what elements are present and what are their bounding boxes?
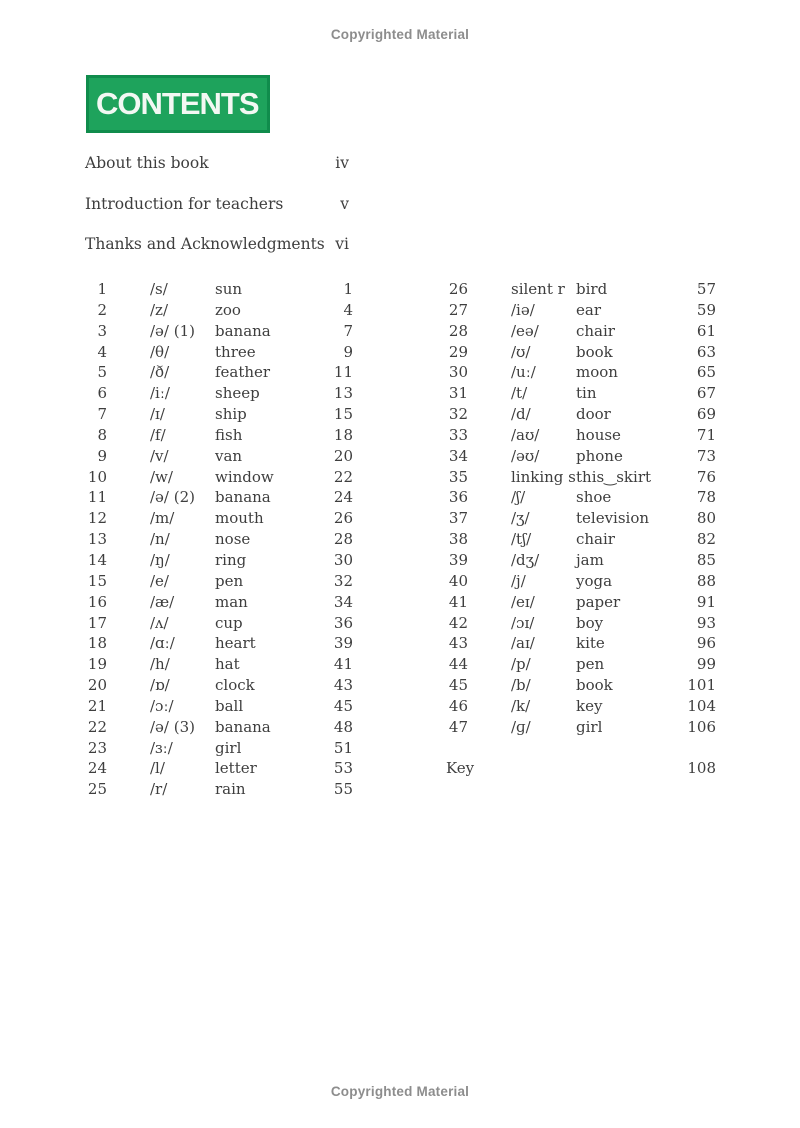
page-number: 104	[687, 696, 716, 715]
contents-row	[446, 529, 716, 550]
phoneme-symbol: /ə/ (3)	[150, 717, 195, 736]
example-word: banana	[215, 717, 271, 736]
contents-row	[85, 300, 353, 321]
phoneme-symbol: /əʊ/	[511, 446, 540, 465]
contents-row	[85, 633, 353, 654]
example-word: hat	[215, 655, 240, 674]
page-number: 26	[333, 509, 353, 528]
key-label: Key	[446, 759, 475, 778]
phoneme-symbol: /e/	[150, 571, 169, 590]
page-number: 96	[696, 634, 716, 653]
example-word: banana	[215, 321, 271, 340]
example-word: man	[215, 592, 248, 611]
phoneme-symbol: /v/	[150, 446, 169, 465]
unit-number: 26	[448, 280, 468, 298]
page-number: 32	[333, 571, 353, 590]
example-word: pen	[215, 571, 244, 590]
page-number: 11	[333, 363, 353, 382]
example-word: yoga	[576, 571, 613, 590]
phoneme-symbol: /dʒ/	[511, 550, 540, 569]
unit-number: 15	[87, 571, 107, 590]
contents-row	[446, 383, 716, 404]
front-matter-row	[85, 234, 353, 254]
page-number: 4	[343, 300, 353, 319]
unit-number: 18	[87, 634, 107, 653]
phoneme-symbol: /w/	[150, 467, 173, 486]
phoneme-symbol: /f/	[150, 425, 166, 444]
contents-row	[85, 717, 353, 738]
phoneme-symbol: /ɒ/	[150, 676, 170, 695]
page-number: 76	[696, 467, 716, 486]
contents-row	[85, 383, 353, 404]
contents-row	[446, 613, 716, 634]
example-word: this‿skirt	[576, 467, 652, 486]
page-number: 51	[333, 738, 353, 757]
example-word: ear	[576, 300, 601, 319]
phoneme-symbol: /m/	[150, 509, 175, 528]
page-number: 9	[343, 342, 353, 361]
phoneme-symbol: /uː/	[511, 363, 536, 382]
front-matter-label: About this book	[85, 154, 209, 172]
phoneme-symbol: /r/	[150, 780, 168, 799]
contents-row	[446, 321, 716, 342]
page-number: 13	[333, 384, 353, 403]
example-word: letter	[215, 759, 257, 778]
phoneme-symbol: /s/	[150, 280, 168, 298]
example-word: van	[215, 446, 243, 465]
phoneme-symbol: /ɔː/	[150, 696, 174, 715]
unit-number: 35	[448, 467, 468, 486]
contents-row	[85, 487, 353, 508]
page-number: 43	[333, 676, 353, 695]
key-page-number: 108	[687, 759, 716, 778]
phoneme-symbol: /ə/ (1)	[150, 321, 195, 340]
contents-row	[85, 425, 353, 446]
page-number: 93	[696, 613, 716, 632]
page-number: 34	[333, 592, 353, 611]
contents-row	[446, 654, 716, 675]
page-number: 18	[333, 425, 353, 444]
contents-row	[446, 362, 716, 383]
phoneme-symbol: /ɡ/	[511, 717, 531, 736]
unit-number: 44	[448, 655, 468, 674]
unit-number: 5	[97, 363, 107, 382]
contents-row	[446, 467, 716, 488]
example-word: jam	[576, 550, 604, 569]
page-number: 73	[696, 446, 716, 465]
example-word: fish	[215, 425, 243, 444]
unit-number: 2	[97, 300, 107, 319]
example-word: boy	[576, 613, 604, 632]
phoneme-symbol: /iə/	[511, 300, 535, 319]
page-number: 55	[333, 780, 353, 799]
phoneme-symbol: /z/	[150, 300, 169, 319]
unit-number: 14	[87, 550, 107, 569]
example-word: book	[576, 676, 613, 695]
phoneme-symbol: /aɪ/	[511, 634, 535, 653]
unit-number: 7	[97, 405, 107, 424]
page-number: 101	[687, 676, 716, 695]
example-word: pen	[576, 655, 605, 674]
page-number: 41	[333, 655, 353, 674]
example-word: window	[215, 467, 274, 486]
contents-row	[85, 321, 353, 342]
unit-number: 21	[87, 696, 107, 715]
unit-number: 1	[97, 280, 107, 298]
contents-row	[85, 779, 353, 800]
unit-number: 13	[87, 530, 107, 549]
example-word: door	[576, 405, 611, 424]
example-word: tin	[576, 384, 597, 403]
page-number: 20	[333, 446, 353, 465]
page-number: 82	[696, 530, 716, 549]
contents-row	[446, 696, 716, 717]
unit-number: 9	[97, 446, 107, 465]
key-row	[446, 758, 716, 779]
unit-number: 23	[87, 738, 107, 757]
contents-row	[85, 738, 353, 759]
page-number: 39	[333, 634, 353, 653]
contents-row	[85, 592, 353, 613]
contents-row	[446, 279, 716, 300]
phoneme-symbol: /iː/	[150, 384, 170, 403]
example-word: nose	[215, 530, 251, 549]
contents-row	[85, 675, 353, 696]
phoneme-symbol: /ʊ/	[511, 342, 531, 361]
example-word: key	[576, 696, 603, 715]
contents-row	[85, 696, 353, 717]
page-number: 85	[696, 550, 716, 569]
unit-number: 45	[448, 676, 468, 695]
page-number: 36	[333, 613, 353, 632]
example-word: television	[576, 509, 650, 528]
unit-number: 22	[87, 717, 107, 736]
phoneme-symbol: /ʌ/	[150, 613, 169, 632]
contents-row	[85, 342, 353, 363]
contents-row	[446, 717, 716, 738]
phoneme-symbol: /t/	[511, 384, 528, 403]
unit-number: 34	[448, 446, 468, 465]
page-number: 67	[696, 384, 716, 403]
phoneme-symbol: /eɪ/	[511, 592, 535, 611]
unit-number: 31	[448, 384, 468, 403]
page-number: 61	[696, 321, 716, 340]
phoneme-symbol: /h/	[150, 655, 170, 674]
example-word: moon	[576, 363, 618, 382]
contents-banner	[86, 75, 270, 133]
page-number: 48	[333, 717, 353, 736]
contents-row	[446, 571, 716, 592]
example-word: ship	[215, 405, 247, 424]
unit-number: 30	[448, 363, 468, 382]
example-word: house	[576, 425, 621, 444]
phoneme-symbol: /ð/	[150, 363, 170, 382]
unit-number: 19	[87, 655, 107, 674]
front-matter-list	[85, 153, 353, 275]
contents-row	[85, 550, 353, 571]
example-word: girl	[215, 738, 242, 757]
example-word: paper	[576, 592, 621, 611]
page-number: 63	[696, 342, 716, 361]
example-word: book	[576, 342, 613, 361]
copyright-notice-top: Copyrighted Material	[330, 27, 470, 42]
example-word: heart	[215, 634, 256, 653]
front-matter-row	[85, 153, 353, 173]
unit-number: 39	[448, 550, 468, 569]
example-word: bird	[576, 280, 608, 298]
phoneme-symbol: /ɜː/	[150, 738, 173, 757]
unit-number: 28	[448, 321, 468, 340]
page-number: 30	[333, 550, 353, 569]
example-word: kite	[576, 634, 605, 653]
front-matter-row	[85, 194, 353, 214]
example-word: cup	[215, 613, 243, 632]
front-matter-page-number: v	[340, 194, 349, 213]
phoneme-symbol: /j/	[511, 571, 526, 590]
unit-number: 38	[448, 530, 468, 549]
phoneme-symbol: /θ/	[150, 342, 170, 361]
phoneme-symbol: silent r	[511, 280, 565, 298]
page-number: 69	[696, 405, 716, 424]
phoneme-symbol: /æ/	[150, 592, 175, 611]
contents-column-left	[85, 279, 353, 800]
example-word: ring	[215, 550, 247, 569]
contents-row	[446, 633, 716, 654]
page-number: 71	[696, 425, 716, 444]
unit-number: 16	[87, 592, 107, 611]
page-number: 24	[333, 488, 353, 507]
contents-row	[446, 508, 716, 529]
example-word: ball	[215, 696, 244, 715]
phoneme-symbol: /ə/ (2)	[150, 488, 195, 507]
front-matter-page-number: vi	[335, 235, 349, 253]
phoneme-symbol: /eə/	[511, 321, 539, 340]
phoneme-symbol: linking s	[511, 467, 576, 486]
unit-number: 36	[448, 488, 468, 507]
contents-row	[446, 404, 716, 425]
page-number: 1	[343, 280, 353, 298]
phoneme-symbol: /aʊ/	[511, 425, 540, 444]
contents-row	[85, 758, 353, 779]
phoneme-symbol: /ʒ/	[511, 509, 530, 528]
unit-number: 42	[448, 613, 468, 632]
page-number: 28	[333, 530, 353, 549]
unit-number: 6	[97, 384, 107, 403]
unit-number: 10	[87, 467, 107, 486]
phoneme-symbol: /ɔɪ/	[511, 613, 535, 632]
contents-row	[85, 508, 353, 529]
unit-number: 46	[448, 696, 468, 715]
unit-number: 41	[448, 592, 468, 611]
contents-row	[446, 425, 716, 446]
unit-number: 40	[448, 571, 468, 590]
contents-title: CONTENTS	[96, 86, 259, 121]
example-word: phone	[576, 446, 623, 465]
phoneme-symbol: /l/	[150, 759, 165, 778]
contents-row	[85, 654, 353, 675]
example-word: chair	[576, 321, 615, 340]
page-number: 78	[696, 488, 716, 507]
phoneme-symbol: /ʃ/	[511, 488, 526, 507]
phoneme-symbol: /ŋ/	[150, 550, 170, 569]
unit-number: 47	[448, 717, 468, 736]
example-word: shoe	[576, 488, 612, 507]
unit-number: 32	[448, 405, 468, 424]
contents-row	[85, 613, 353, 634]
unit-number: 11	[87, 488, 107, 507]
unit-number: 29	[448, 342, 468, 361]
page-number: 80	[696, 509, 716, 528]
unit-number: 43	[448, 634, 468, 653]
unit-number: 24	[87, 759, 107, 778]
page-number: 53	[333, 759, 353, 778]
phoneme-symbol: /b/	[511, 676, 531, 695]
page-number: 59	[696, 300, 716, 319]
example-word: three	[215, 342, 256, 361]
unit-number: 37	[448, 509, 468, 528]
contents-row	[85, 529, 353, 550]
page-number: 106	[687, 717, 716, 736]
page-number: 15	[333, 405, 353, 424]
page-number: 57	[696, 280, 716, 298]
contents-row	[85, 467, 353, 488]
unit-number: 4	[97, 342, 107, 361]
example-word: zoo	[215, 300, 241, 319]
example-word: rain	[215, 780, 246, 799]
unit-number: 33	[448, 425, 468, 444]
contents-row	[446, 300, 716, 321]
contents-row	[446, 675, 716, 696]
contents-row	[446, 487, 716, 508]
phoneme-symbol: /tʃ/	[511, 530, 532, 549]
example-word: feather	[215, 363, 271, 382]
phoneme-symbol: /n/	[150, 530, 170, 549]
contents-row	[446, 446, 716, 467]
page-number: 91	[696, 592, 716, 611]
contents-row	[446, 592, 716, 613]
page-number: 22	[333, 467, 353, 486]
contents-row	[85, 571, 353, 592]
page-number: 7	[343, 321, 353, 340]
front-matter-page-number: iv	[335, 154, 349, 172]
page-number: 99	[696, 655, 716, 674]
example-word: sun	[215, 280, 243, 298]
contents-row	[85, 404, 353, 425]
phoneme-symbol: /d/	[511, 405, 531, 424]
front-matter-label: Introduction for teachers	[85, 194, 284, 213]
spacer	[446, 738, 716, 759]
example-word: clock	[215, 676, 255, 695]
unit-number: 8	[97, 425, 107, 444]
contents-row	[85, 279, 353, 300]
phoneme-symbol: /ɑː/	[150, 634, 175, 653]
example-word: girl	[576, 717, 603, 736]
unit-number: 17	[87, 613, 107, 632]
contents-column-right	[446, 279, 716, 779]
unit-number: 27	[448, 300, 468, 319]
contents-row	[85, 362, 353, 383]
page-number: 45	[333, 696, 353, 715]
unit-number: 12	[87, 509, 107, 528]
page-number: 88	[696, 571, 716, 590]
example-word: chair	[576, 530, 615, 549]
unit-number: 3	[97, 321, 107, 340]
phoneme-symbol: /p/	[511, 655, 531, 674]
example-word: sheep	[215, 384, 260, 403]
contents-row	[85, 446, 353, 467]
example-word: banana	[215, 488, 271, 507]
contents-row	[446, 342, 716, 363]
phoneme-symbol: /k/	[511, 696, 531, 715]
unit-number: 25	[87, 780, 107, 799]
phoneme-symbol: /ɪ/	[150, 405, 165, 424]
page-number: 65	[696, 363, 716, 382]
front-matter-label: Thanks and Acknowledgments	[85, 235, 325, 253]
example-word: mouth	[215, 509, 264, 528]
copyright-notice-bottom: Copyrighted Material	[330, 1084, 470, 1099]
contents-row	[446, 550, 716, 571]
unit-number: 20	[87, 676, 107, 695]
